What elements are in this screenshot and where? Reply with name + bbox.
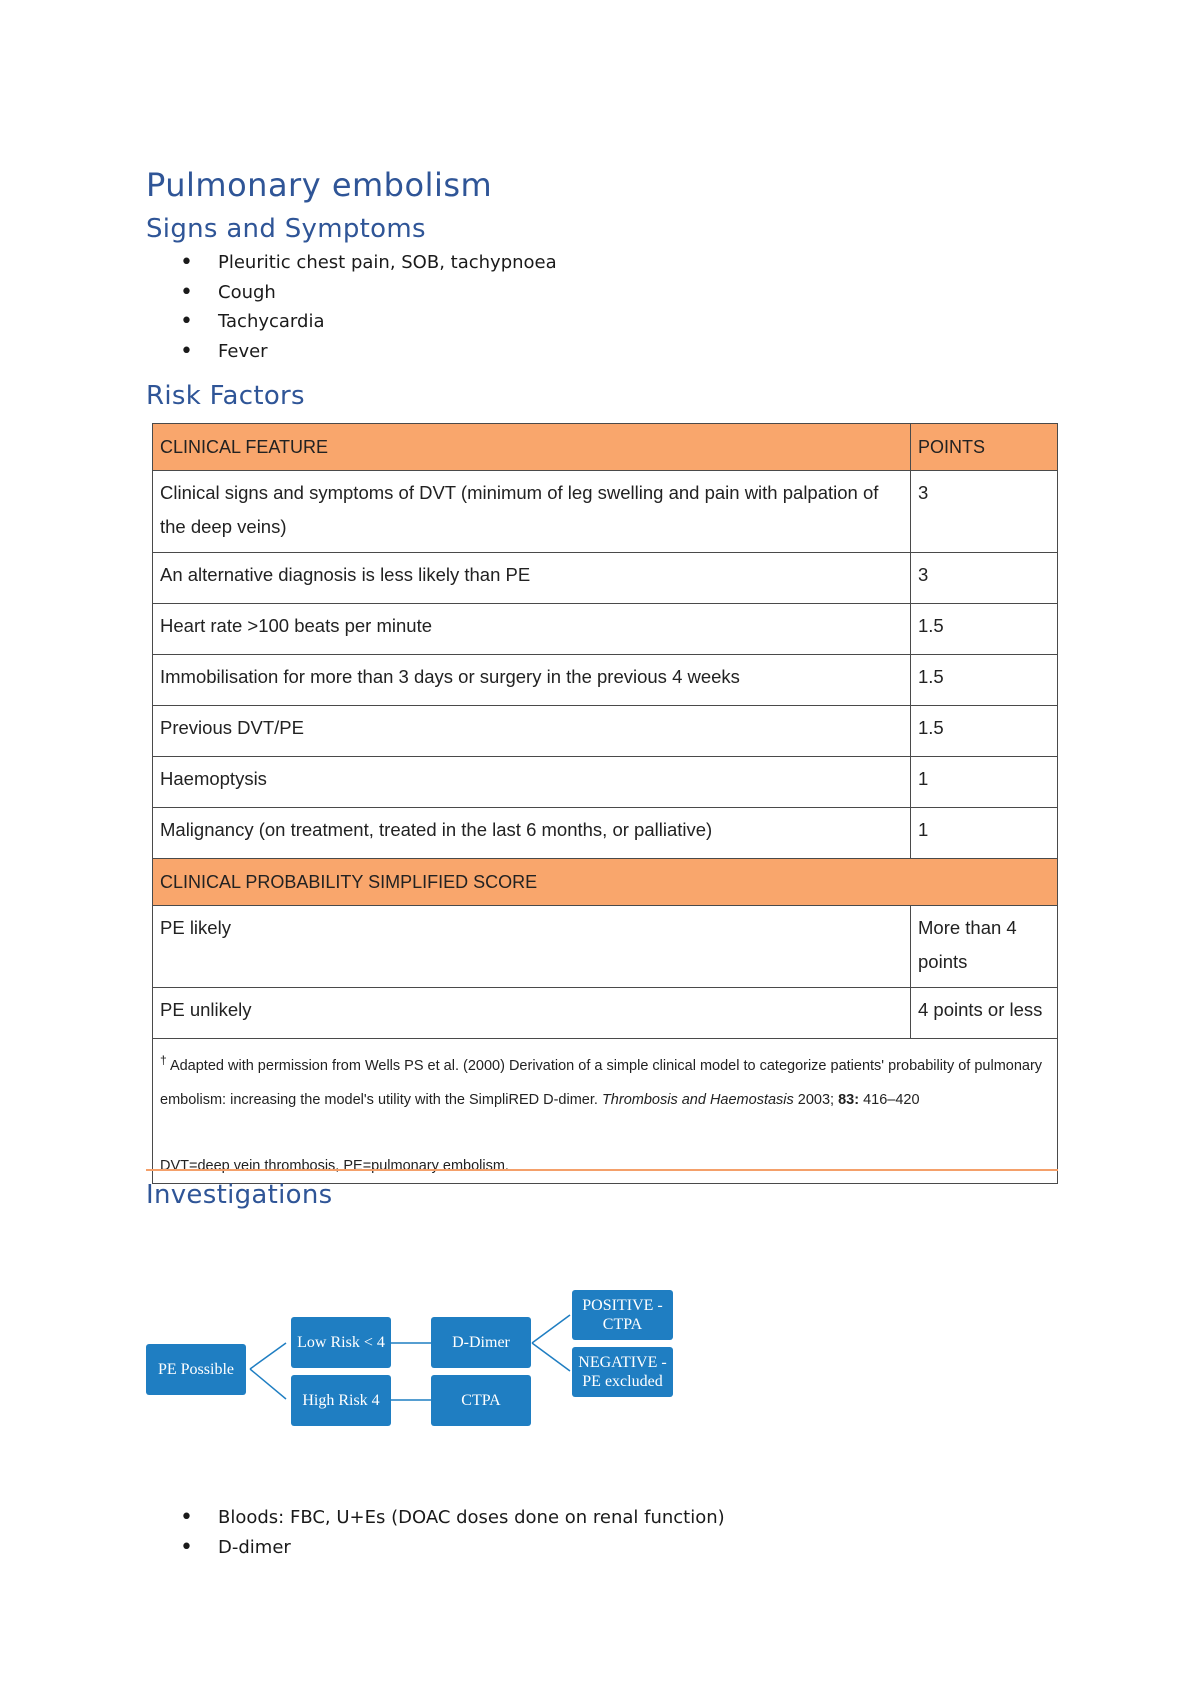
signs-heading: Signs and Symptoms [146, 214, 426, 244]
low-risk-box: Low Risk < 4 [291, 1317, 391, 1368]
feature-cell: Previous DVT/PE [153, 706, 911, 757]
score-value-cell: More than 4 points [911, 906, 1058, 988]
feature-cell: Clinical signs and symptoms of DVT (minimum of leg swelling and pain with palpation of the deep veins) [153, 471, 911, 553]
feature-cell: Malignancy (on treatment, treated in the last 6 months, or palliative) [153, 808, 911, 859]
list-item: • D-dimer [146, 1533, 725, 1563]
footnote-journal: Thrombosis and Haemostasis [601, 1091, 794, 1108]
investigations-list [146, 1503, 725, 1562]
table-row [153, 553, 1058, 604]
footnote-row [153, 1039, 1058, 1184]
footnote-text: Adapted with permission from Wells PS et al. (2000) Derivation of a simple clinical model to categorize patients' probability of pulmonary embolism: increasing the model's utility with the SimpliRED D-dimer. [160, 1057, 1043, 1108]
feature-cell: Haemoptysis [153, 757, 911, 808]
table-row [153, 471, 1058, 553]
score-label-cell: PE likely [153, 906, 911, 988]
score-value-cell: 4 points or less [911, 988, 1058, 1039]
points-cell: 1 [911, 757, 1058, 808]
points-cell: 1.5 [911, 655, 1058, 706]
table-row [153, 757, 1058, 808]
page-title: Pulmonary embolism [146, 166, 493, 204]
score-label-cell: PE unlikely [153, 988, 911, 1039]
investigations-heading: Investigations [146, 1180, 333, 1210]
feature-cell: Heart rate >100 beats per minute [153, 604, 911, 655]
score-header-row [153, 859, 1058, 906]
table-header-row [153, 424, 1058, 471]
score-header: CLINICAL PROBABILITY SIMPLIFIED SCORE [153, 859, 1058, 906]
footnote-year: 2003; [793, 1091, 839, 1108]
negative-box: NEGATIVE - PE excluded [572, 1347, 673, 1397]
points-cell: 1 [911, 808, 1058, 859]
table-row [153, 808, 1058, 859]
high-risk-box: High Risk 4 [291, 1375, 391, 1426]
points-cell: 1.5 [911, 706, 1058, 757]
points-cell: 1.5 [911, 604, 1058, 655]
feature-cell: An alternative diagnosis is less likely than PE [153, 553, 911, 604]
footnote-cell [153, 1039, 1058, 1184]
list-item: • Cough [146, 278, 557, 308]
footnote-pages: 416–420 [859, 1091, 920, 1108]
footnote-marker: † [160, 1053, 167, 1067]
list-item: • Fever [146, 337, 557, 367]
table-row [153, 988, 1058, 1039]
feature-cell: Immobilisation for more than 3 days or surgery in the previous 4 weeks [153, 655, 911, 706]
table-row [153, 706, 1058, 757]
footnote-abbreviations: DVT=deep vein thrombosis, PE=pulmonary embolism. [160, 1157, 509, 1174]
list-item: • Bloods: FBC, U+Es (DOAC doses done on renal function) [146, 1503, 725, 1533]
ctpa-box: CTPA [431, 1375, 531, 1426]
section-divider [146, 1169, 1058, 1171]
risk-heading: Risk Factors [146, 381, 305, 411]
positive-box: POSITIVE - CTPA [572, 1290, 673, 1340]
header-points: POINTS [911, 424, 1058, 471]
list-item: • Pleuritic chest pain, SOB, tachypnoea [146, 248, 557, 278]
footnote-volume: 83: [838, 1091, 860, 1108]
pe-possible-box: PE Possible [146, 1344, 246, 1395]
wells-score-table [152, 423, 1058, 1184]
header-feature: CLINICAL FEATURE [153, 424, 911, 471]
signs-list [146, 248, 557, 366]
table-row [153, 604, 1058, 655]
list-item: • Tachycardia [146, 307, 557, 337]
table-row [153, 655, 1058, 706]
points-cell: 3 [911, 471, 1058, 553]
table-row [153, 906, 1058, 988]
points-cell: 3 [911, 553, 1058, 604]
d-dimer-box: D-Dimer [431, 1317, 531, 1368]
